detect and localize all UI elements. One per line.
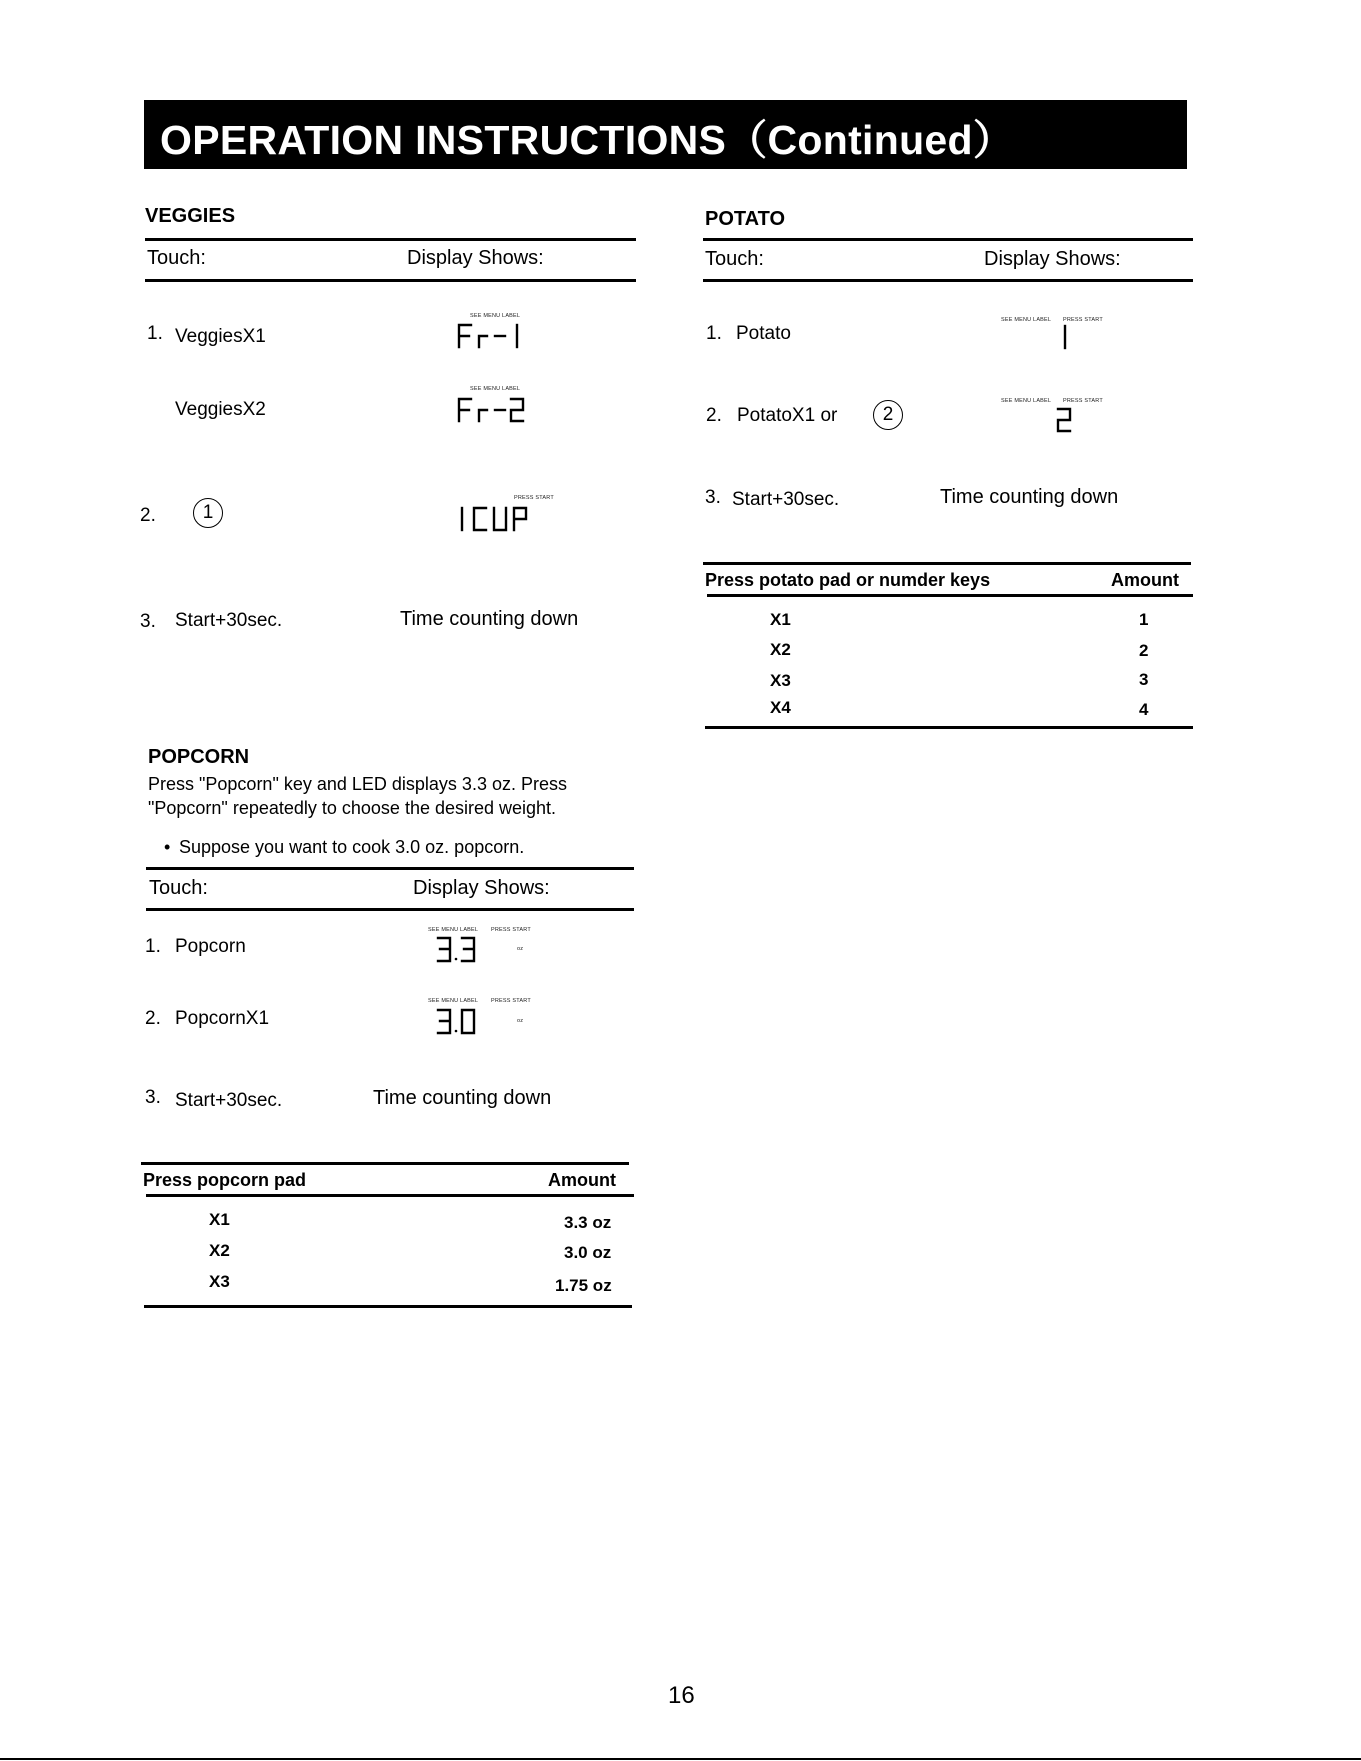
table-cell-key: X2 [209,1241,230,1260]
popcorn-table-bottom-rule [144,1305,632,1308]
potato-step1-press-start-label: PRESS START [1063,317,1103,323]
potato-table-header-amount: Amount [1111,570,1179,590]
table-cell-amount: 2 [1139,641,1149,660]
veggies-step1a-label: VeggiesX1 [175,326,266,347]
popcorn-step2-number: 2. [145,1008,161,1029]
popcorn-step3-display: Time counting down [373,1087,552,1109]
table-cell-amount: 3 [1139,670,1149,689]
popcorn-step2-see-menu-label: SEE MENU LABEL [428,998,479,1004]
potato-step2-see-menu-label: SEE MENU LABEL [1001,398,1052,404]
popcorn-touch-header: Touch: [149,877,208,899]
popcorn-title: POPCORN [148,746,250,768]
table-cell-key: X3 [209,1272,230,1291]
popcorn-table-header-rule [146,1194,634,1197]
popcorn-step1-unit: oz [517,946,524,952]
popcorn-table-top-rule [141,1162,629,1165]
potato-step3-display: Time counting down [940,486,1119,508]
potato-step1-see-menu-label: SEE MENU LABEL [1001,317,1052,323]
popcorn-step1-label: Popcorn [175,936,246,957]
number-key-2-icon: 2 [873,400,903,430]
veggies-header-rule [145,279,636,282]
potato-top-rule [703,238,1193,241]
popcorn-table-header-pad: Press popcorn pad [143,1170,307,1190]
table-cell-amount: 3.0 oz [564,1243,612,1262]
potato-display-2 [1055,407,1075,433]
veggies-step1b-see-menu-label: SEE MENU LABEL [470,386,521,392]
potato-display-header: Display Shows: [984,248,1121,270]
table-cell-amount: 3.3 oz [564,1213,612,1232]
table-cell-amount: 1 [1139,610,1149,629]
popcorn-description-line2: "Popcorn" repeatedly to choose the desired weight. [148,798,557,818]
potato-table-top-rule [703,562,1191,565]
popcorn-suppose-text: Suppose you want to cook 3.0 oz. popcorn. [179,837,525,857]
table-cell-amount: 4 [1139,700,1149,719]
veggies-step3-number: 3. [140,611,156,632]
popcorn-display-3-3 [434,935,480,963]
veggies-top-rule [145,238,636,241]
popcorn-top-rule [146,867,634,870]
popcorn-step1-press-start-label: PRESS START [491,927,531,933]
number-key-1-icon: 1 [193,498,223,528]
veggies-display-fr-1 [457,323,527,349]
bottom-edge-rule [0,1758,1361,1760]
popcorn-header-rule [146,908,634,911]
popcorn-step2-press-start-label: PRESS START [491,998,531,1004]
popcorn-step2-label: PopcornX1 [175,1008,270,1029]
popcorn-step3-number: 3. [145,1087,161,1108]
table-cell-key: X1 [209,1210,230,1229]
page-number: 16 [668,1682,695,1709]
veggies-step3-label: Start+30sec. [175,610,283,631]
popcorn-step3-label: Start+30sec. [175,1090,283,1111]
veggies-display-fr-2 [457,397,527,423]
veggies-step3-display: Time counting down [400,608,579,630]
potato-step2-number: 2. [706,405,722,426]
veggies-title: VEGGIES [145,205,236,227]
veggies-display-1cup [458,504,530,532]
potato-table-bottom-rule [705,726,1193,729]
popcorn-description-line1: Press "Popcorn" key and LED displays 3.3 oz. Press [148,774,567,794]
potato-step2-label: PotatoX1 or [737,405,838,426]
veggies-touch-header: Touch: [147,247,206,269]
table-cell-key: X2 [770,640,791,659]
popcorn-display-3-0 [434,1007,480,1035]
table-cell-key: X4 [770,698,791,717]
potato-header-rule [703,279,1193,282]
potato-display-1 [1055,324,1075,350]
potato-table-header-keys: Press potato pad or numder keys [705,570,991,590]
potato-step2-press-start-label: PRESS START [1063,398,1103,404]
table-cell-amount: 1.75 oz [555,1276,612,1295]
potato-touch-header: Touch: [705,248,764,270]
table-cell-key: X1 [770,610,791,629]
potato-step3-number: 3. [705,487,721,508]
potato-step3-label: Start+30sec. [732,489,840,510]
veggies-step1a-see-menu-label: SEE MENU LABEL [470,313,521,319]
popcorn-step1-see-menu-label: SEE MENU LABEL [428,927,479,933]
popcorn-table-header-amount: Amount [548,1170,616,1190]
veggies-step1-number: 1. [147,323,163,344]
popcorn-step2-unit: oz [517,1018,524,1024]
potato-table-header-rule [707,594,1193,597]
page-title: OPERATION INSTRUCTIONS（Continued） [160,117,1015,163]
potato-step1-label: Potato [736,323,791,344]
veggies-step1b-label: VeggiesX2 [175,399,266,420]
table-cell-key: X3 [770,671,791,690]
bullet-icon: • [164,837,171,857]
popcorn-display-header: Display Shows: [413,877,550,899]
veggies-step2-number: 2. [140,505,156,526]
veggies-display-header: Display Shows: [407,247,544,269]
veggies-step2-press-start-label: PRESS START [514,495,554,501]
popcorn-step1-number: 1. [145,936,161,957]
potato-title: POTATO [705,208,785,230]
potato-step1-number: 1. [706,323,722,344]
